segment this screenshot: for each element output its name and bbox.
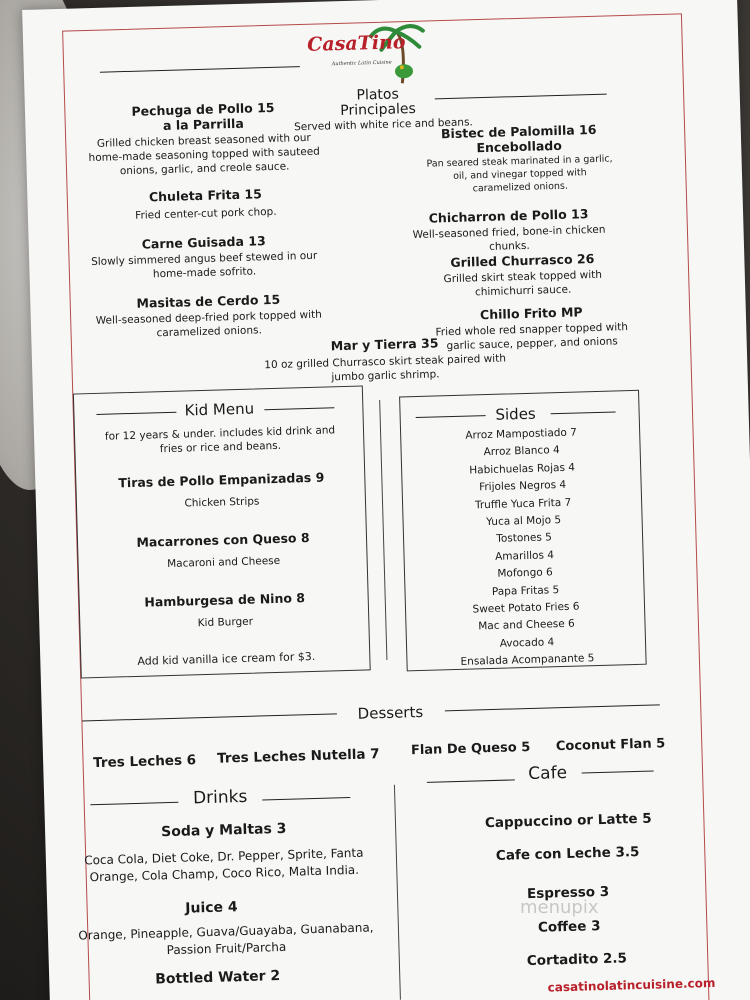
kid-item-hamburgesa xyxy=(95,589,356,633)
drinks-divider xyxy=(394,785,401,1000)
entree-name: Grilled Churrasco 26 xyxy=(450,250,595,270)
platos-subtitle: Served with white rice and beans. xyxy=(293,116,473,134)
drinks-rule-right xyxy=(262,797,350,801)
sides-list xyxy=(401,423,648,673)
entree-name-cont: Encebollado xyxy=(476,137,563,156)
drink-name: Juice 4 xyxy=(185,899,238,917)
entree-name: Chicharron de Pollo 13 xyxy=(428,206,589,226)
sides-title: Sides xyxy=(495,404,536,424)
kid-menu-footer: Add kid vanilla ice cream for $3. xyxy=(137,649,316,668)
drink-desc: Orange, Pineapple, Guava/Guayaba, Guanabana, Passion Fruit/Parcha xyxy=(78,920,374,958)
header-rule-left xyxy=(100,66,300,73)
cafe-rule-left xyxy=(427,779,515,783)
entree-name: Pechuga de Pollo 15 xyxy=(131,99,275,119)
entree-churrasco xyxy=(417,250,628,301)
kid-rule-right xyxy=(264,407,334,410)
entree-carne-guisada xyxy=(79,231,330,283)
kid-menu-box xyxy=(73,385,371,678)
kid-menu-note: for 12 years & under. includes kid drink and fries or rice and beans. xyxy=(104,424,336,456)
drink-water: Bottled Water 2 xyxy=(155,968,281,988)
cafe-item: Cortadito 2.5 xyxy=(526,950,628,970)
kid-rule-left xyxy=(96,412,176,416)
entree-desc: Fried whole red snapper topped with garlic sauce, pepper, and onions xyxy=(435,321,629,353)
side-item: Habichuelas Rojas 4 xyxy=(469,461,576,477)
side-item: Ensalada Acompanante 5 xyxy=(460,652,595,669)
side-item: Mofongo 6 xyxy=(497,566,553,581)
side-item: Tostones 5 xyxy=(496,531,553,546)
sides-box xyxy=(399,390,647,672)
side-item: Frijoles Negros 4 xyxy=(478,479,567,494)
side-item: Sweet Potato Fries 6 xyxy=(472,600,580,616)
entree-desc: Grilled skirt steak topped with chimichurri sauce. xyxy=(443,268,603,299)
entree-desc: Well-seasoned deep-fried pork topped with caramelized onions. xyxy=(95,308,322,340)
dessert-item: Tres Leches Nutella 7 xyxy=(216,746,380,767)
desserts-rule-right xyxy=(445,704,660,711)
kid-menu-title: Kid Menu xyxy=(184,399,255,420)
cafe-title: Cafe xyxy=(528,762,568,785)
casatino-logo xyxy=(301,20,433,94)
entree-chicharron xyxy=(401,205,617,256)
drinks-rule-left xyxy=(90,802,178,806)
kid-item-desc: Chicken Strips xyxy=(184,495,260,510)
entree-name: Chillo Frito MP xyxy=(479,304,583,323)
entree-desc: Well-seasoned fried, bone-in chicken chunks. xyxy=(412,223,606,254)
menupix-watermark: menupix xyxy=(520,897,599,918)
kid-item-desc: Macaroni and Cheese xyxy=(166,554,281,571)
kid-item-name: Macarrones con Queso 8 xyxy=(136,530,310,550)
entree-name: Masitas de Cerdo 15 xyxy=(136,291,281,311)
entree-desc: Pan seared steak marinated in a garlic, oil, and vinegar topped with caramelized onions. xyxy=(426,153,613,194)
cafe-item: Cappuccino or Latte 5 xyxy=(484,810,652,832)
kid-item-desc: Kid Burger xyxy=(197,615,254,630)
side-item: Arroz Blanco 4 xyxy=(483,444,560,459)
cafe-item: Cafe con Leche 3.5 xyxy=(495,843,640,864)
side-item: Truffle Yuca Frita 7 xyxy=(474,496,572,512)
dessert-item: Tres Leches 6 xyxy=(92,752,197,772)
cafe-item: Espresso 3 xyxy=(526,883,610,903)
column-divider xyxy=(379,400,388,660)
logo-wordmark: CasaTino xyxy=(306,31,406,56)
entree-chuleta xyxy=(85,184,326,224)
entree-desc: Slowly simmered angus beef stewed in our home-made sofrito. xyxy=(90,249,318,281)
entree-masitas xyxy=(88,290,329,342)
cafe-item: Coffee 3 xyxy=(537,918,601,936)
desserts-title: Desserts xyxy=(357,702,424,723)
entree-pechuga xyxy=(83,98,325,179)
side-item: Amarillos 4 xyxy=(495,549,555,563)
entree-name: Mar y Tierra 35 xyxy=(330,335,439,354)
footer-url[interactable]: casatinolatincuisine.com xyxy=(547,975,716,995)
entree-bistec xyxy=(424,121,616,197)
drink-juice xyxy=(65,895,387,963)
entree-desc: Grilled chicken breast seasoned with our home-made seasoning topped with sauteed onions, garlic, and creole sauce. xyxy=(88,131,321,178)
entree-name-cont: a la Parrilla xyxy=(162,115,244,133)
platos-title xyxy=(302,86,453,120)
platos-title-line1: Platos xyxy=(356,86,399,104)
entree-desc: 10 oz grilled Churrasco skirt steak paired with jumbo garlic shrimp. xyxy=(264,352,507,384)
drink-soda xyxy=(73,818,375,887)
side-item: Mac and Cheese 6 xyxy=(478,618,575,633)
side-item: Arroz Mampostiado 7 xyxy=(465,426,578,442)
drinks-title: Drinks xyxy=(192,786,248,809)
drink-desc: Coca Cola, Diet Coke, Dr. Pepper, Sprite, Fanta Orange, Cola Champ, Coco Rico, Malta India. xyxy=(84,845,364,885)
entree-mar-y-tierra xyxy=(249,333,520,387)
entree-name: Bistec de Palomilla 16 xyxy=(440,121,597,142)
kid-item-name: Hamburgesa de Nino 8 xyxy=(144,590,306,610)
entree-name: Carne Guisada 13 xyxy=(141,233,266,252)
cafe-rule-right xyxy=(582,771,654,774)
platos-title-line2: Principales xyxy=(340,100,417,120)
side-item: Papa Fritas 5 xyxy=(491,583,560,598)
side-item: Yuca al Mojo 5 xyxy=(485,514,562,529)
drink-name: Soda y Maltas 3 xyxy=(160,820,287,841)
kid-item-name: Tiras de Pollo Empanizadas 9 xyxy=(118,469,325,491)
dessert-item: Coconut Flan 5 xyxy=(555,736,666,755)
dessert-item: Flan De Queso 5 xyxy=(410,739,531,759)
entree-desc: Fried center-cut pork chop. xyxy=(135,205,277,222)
logo-tagline: Authentic Latin Cuisine xyxy=(331,59,392,68)
kid-item-macarrones xyxy=(93,529,354,573)
desserts-rule-left xyxy=(82,713,337,721)
entree-name: Chuleta Frita 15 xyxy=(148,186,262,205)
header-rule-right xyxy=(435,94,607,100)
side-item: Avocado 4 xyxy=(499,636,555,650)
kid-item-tiras xyxy=(91,469,352,513)
